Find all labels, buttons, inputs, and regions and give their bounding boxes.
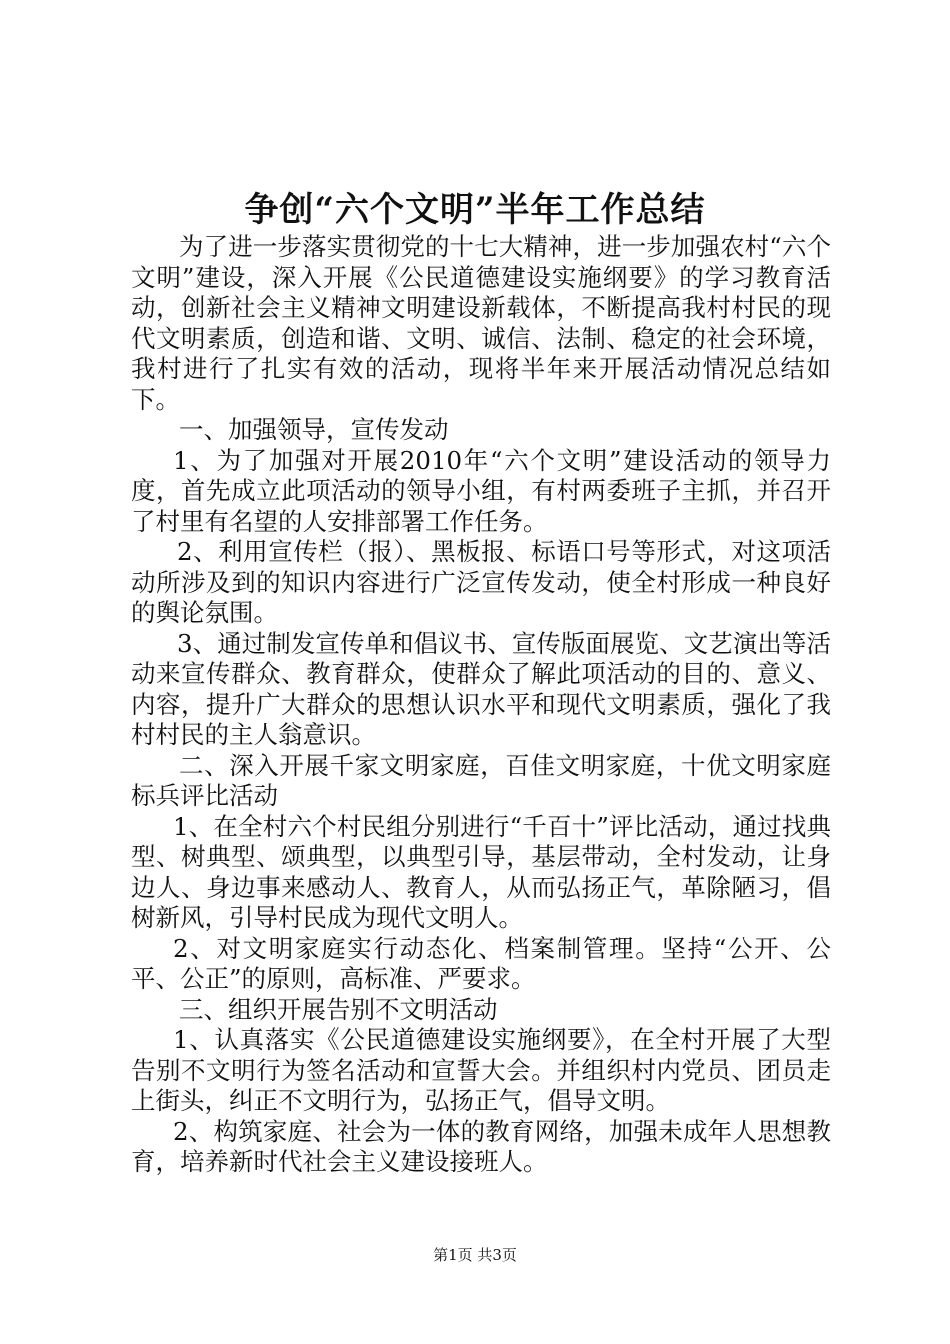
section-1-item-3: 3、通过制发宣传单和倡议书、宣传版面展览、文艺演出等活动来宣传群众、教育群众，使群众了解此项活动的目的、意义、内容，提升广大群众的思想认识水平和现代文明素质，强化了我村村民的主人翁意识。 <box>131 628 831 749</box>
section-1-item-2: 2、利用宣传栏（报）、黑板报、标语口号等形式，对这项活动所涉及到的知识内容进行广泛宣传发动，使全村形成一种良好的舆论氛围。 <box>131 537 831 627</box>
section-2-item-2: 2、对文明家庭实行动态化、档案制管理。坚持“公开、公平、公正”的原则，高标准、严要求。 <box>131 933 831 993</box>
section-heading-3: 三、组织开展告别不文明活动 <box>179 994 498 1024</box>
section-heading-2: 二、深入开展千家文明家庭，百佳文明家庭，十优文明家庭标兵评比活动 <box>131 750 831 810</box>
document-title: 争创“六个文明”半年工作总结 <box>244 190 706 230</box>
document-body <box>131 232 831 1178</box>
intro-paragraph: 为了进一步落实贯彻党的十七大精神，进一步加强农村“六个文明”建设，深入开展《公民道德建设实施纲要》的学习教育活动，创新社会主义精神文明建设新载体，不断提高我村村民的现代文明素质，创造和谐、文明、诚信、法制、稳定的社会环境，我村进行了扎实有效的活动，现将半年来开展活动情况总结如下。 <box>131 232 831 414</box>
section-heading-1: 一、加强领导，宣传发动 <box>179 415 449 444</box>
section-3-item-2: 2、构筑家庭、社会为一体的教育网络，加强未成年人思想教育，培养新时代社会主义建设接班人。 <box>131 1116 831 1176</box>
section-1-item-1: 1、为了加强对开展2010年“六个文明”建设活动的领导力度，首先成立此项活动的领导小组，有村两委班子主抓，并召开了村里有名望的人安排部署工作任务。 <box>131 445 831 536</box>
section-2-item-1: 1、在全村六个村民组分别进行“千百十”评比活动，通过找典型、树典型、颂典型，以典型引导，基层带动，全村发动，让身边人、身边事来感动人、教育人，从而弘扬正气，革除陋习，倡树新风，引导村民成为现代文明人。 <box>131 811 831 932</box>
page-number-footer: 第1页 共3页 <box>433 1246 517 1264</box>
section-3-item-1: 1、认真落实《公民道德建设实施纲要》，在全村开展了大型告别不文明行为签名活动和宣誓大会。并组织村内党员、团员走上街头，纠正不文明行为，弘扬正气，倡导文明。 <box>131 1025 831 1115</box>
